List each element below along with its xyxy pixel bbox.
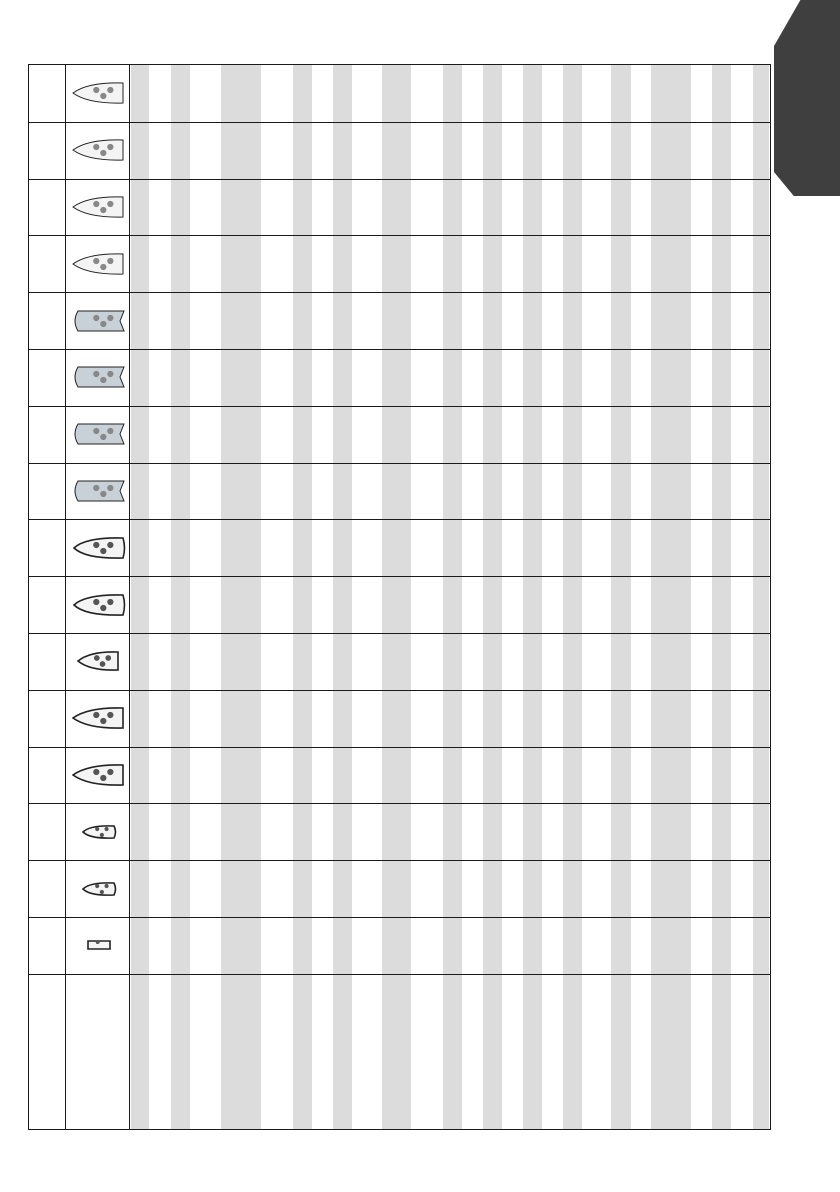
row-divider: [29, 917, 770, 918]
row-divider: [29, 292, 770, 293]
column-stripe: [712, 65, 731, 1129]
row-divider: [29, 974, 770, 975]
column-divider: [65, 65, 66, 1129]
column-stripe: [483, 65, 502, 1129]
column-stripe: [293, 65, 312, 1129]
column-stripe: [611, 65, 631, 1129]
row-divider: [29, 576, 770, 577]
row-divider: [29, 349, 770, 350]
row-divider: [29, 747, 770, 748]
row-divider: [29, 179, 770, 180]
column-stripe: [131, 65, 149, 1129]
column-stripes: [29, 65, 770, 1129]
row-divider: [29, 690, 770, 691]
row-divider: [29, 633, 770, 634]
bowrider-boat-icon: [72, 195, 126, 219]
row-divider: [29, 122, 770, 123]
section-tab: [774, 0, 840, 196]
row-divider: [29, 406, 770, 407]
row-divider: [29, 860, 770, 861]
column-divider: [129, 65, 130, 1129]
tiller-boat-icon: [72, 309, 126, 333]
row-divider: [29, 463, 770, 464]
row-divider: [29, 519, 770, 520]
column-stripe: [523, 65, 542, 1129]
dual-console-boat-icon: [72, 138, 126, 162]
column-stripe: [651, 65, 691, 1129]
bass-boat-icon: [72, 763, 126, 787]
column-stripe: [563, 65, 582, 1129]
side-console-boat-icon: [72, 422, 126, 446]
deck-boat-icon: [77, 650, 121, 672]
column-stripe: [221, 65, 261, 1129]
tiller-boat-icon: [72, 365, 126, 389]
column-stripe: [443, 65, 462, 1129]
column-stripe: [382, 65, 411, 1129]
pontoon-boat-icon: [81, 881, 117, 897]
bass-boat-icon: [72, 706, 126, 730]
runabout-boat-icon: [72, 536, 126, 560]
runabout-boat-icon: [72, 593, 126, 617]
side-console-boat-icon: [72, 479, 126, 503]
bowrider-boat-icon: [72, 252, 126, 276]
row-divider: [29, 235, 770, 236]
column-stripe: [753, 65, 769, 1129]
row-divider: [29, 803, 770, 804]
column-stripe: [333, 65, 352, 1129]
center-console-boat-icon: [72, 81, 126, 105]
column-stripe: [171, 65, 190, 1129]
personal-watercraft-icon: [86, 939, 112, 951]
pontoon-boat-icon: [81, 824, 117, 840]
boat-model-table: [28, 64, 771, 1130]
